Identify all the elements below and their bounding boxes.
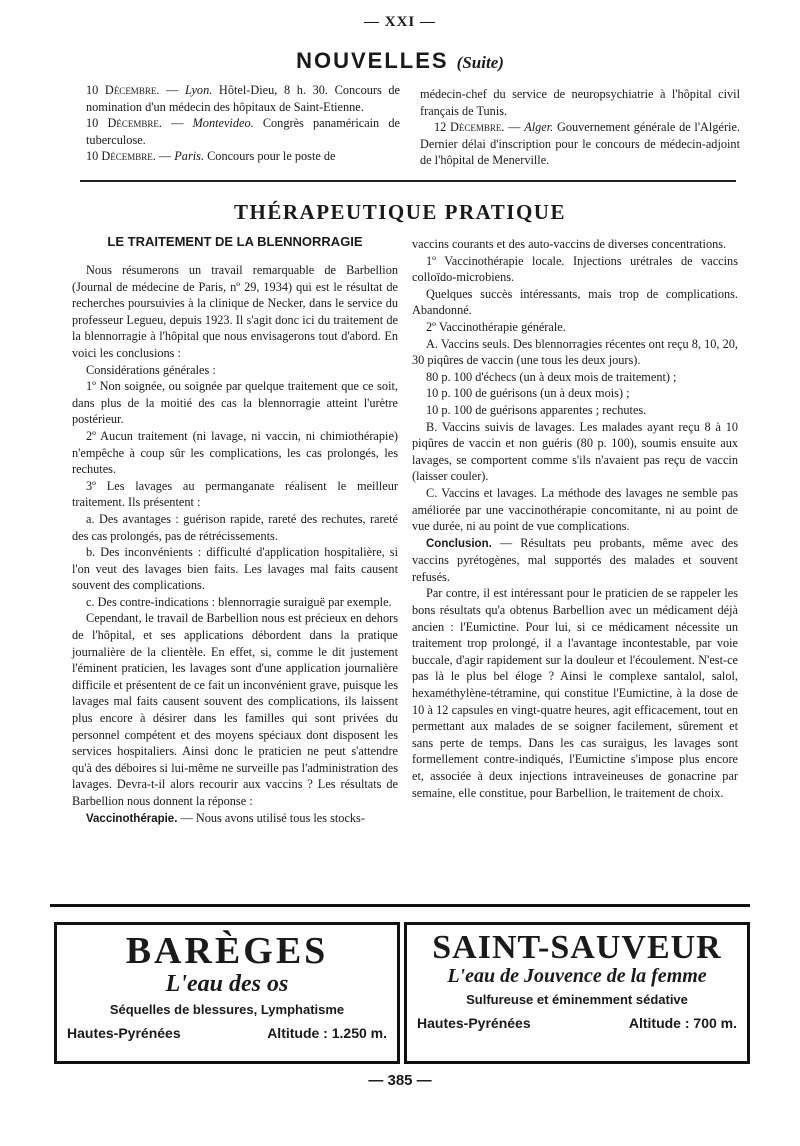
paragraph-lead: Vaccinothérapie. (86, 812, 178, 825)
item-date: 12 Décembre. (434, 120, 505, 135)
item-date: 10 Décembre. (86, 116, 162, 131)
ad-region: Hautes-Pyrénées (67, 1025, 181, 1041)
running-head: — XXI — (363, 14, 436, 30)
paragraph: 1º Vaccinothérapie locale. Injections urétrales de vaccins colloïdo-microbiens. (412, 253, 738, 285)
item-place: Alger. (524, 120, 554, 135)
paragraph: Quelques succès intéressants, mais trop de complications. Abandonné. (412, 286, 738, 318)
item-text: médecin-chef du service de neuropsychiatrie à l'hôpital civil français de Tunis. (420, 87, 740, 118)
article-left-column (72, 262, 398, 827)
paragraph: A. Vaccins seuls. Des blennorragies récentes ont reçu 8, 10, 20, 30 piqûres de vaccin (une tous les deux jours). (412, 336, 738, 368)
nouvelles-title (0, 48, 800, 74)
article-right-column (412, 236, 738, 801)
nouvelles-item: 10 Décembre. — Paris. Concours pour le poste de (86, 149, 336, 164)
paragraph: 2º Vaccinothérapie générale. (426, 319, 566, 334)
paragraph: Cependant, le travail de Barbellion nous est précieux en dehors de l'hôpital, et ses applications débordent dans la pratique journalière de la clientèle. En effet, si, comme le dit justement l'éminent praticien, les lavages sont d'une application journalière difficile et présentent de ce fait un inconvénient grave, puisque les lavages mal faits causent souvent des complications, ils laissent plus encore à désirer dans les familles qui sont privées du personnel compétent et des moyens spéciaux dont disposent les services hospitaliers. Ainsi donc le praticien ne peut s'attendre qu'à des déboires si lui-même ne surveille pas l'administration des lavages. Devra-t-il alors recourir aux vaccins ? Les résultats de Barbellion nous donnent la réponse : (72, 611, 398, 808)
item-text: Hôtel-Dieu, 8 h. 30. Concours de nomination d'un médecin des hôpitaux de Saint-Etienne. (86, 83, 400, 114)
ad-region: Hautes-Pyrénées (417, 1015, 531, 1031)
paragraph-lead: Conclusion. (426, 537, 492, 550)
paragraph-text: — Nous avons utilisé tous les stocks- (177, 810, 365, 825)
paragraph: 80 p. 100 d'échecs (un à deux mois de traitement) ; (426, 369, 677, 384)
ad-name: SAINT-SAUVEUR (432, 929, 722, 966)
item-text: Concours pour le poste de (204, 149, 336, 164)
nouvelles-item: 10 Décembre. — Montevideo. Congrès panaméricain de tuberculose. (86, 116, 400, 147)
paragraph: b. Des inconvénients : difficulté d'application hospitalière, si l'on veut des lavages bien faits. Les lavages mal faits causent souvent des complications. (72, 545, 398, 593)
ad-saint-sauveur (404, 922, 750, 1064)
nouvelles-item: 12 Décembre. — Alger. Gouvernement générale de l'Algérie. Dernier délai d'inscription pour le concours de médecin-adjoint de l'hôpital de Menerville. (420, 120, 740, 168)
section-title: THÉRAPEUTIQUE PRATIQUE (234, 200, 566, 224)
nouvelles-item (420, 86, 740, 119)
article-subtitle: LE TRAITEMENT DE LA BLENNORRAGIE (107, 234, 363, 249)
paragraph-text: — Résultats peu probants, même avec des vaccins pyrétogènes, mal supportés des malades et souvent refusés. (412, 535, 738, 584)
paragraph: 10 p. 100 de guérisons (un à deux mois) ; (426, 386, 630, 401)
section-divider (80, 180, 736, 182)
page-number: — 385 — (368, 1072, 432, 1089)
ad-footer (407, 1015, 747, 1031)
ad-bareges (54, 922, 400, 1064)
item-text: Gouvernement générale de l'Algérie. Dernier délai d'inscription pour le concours de médecin-adjoint de l'hôpital de Menerville. (420, 120, 740, 168)
item-date: 10 Décembre. (86, 149, 156, 164)
paragraph (72, 810, 398, 828)
ad-top-rule (50, 904, 750, 907)
ad-tagline: L'eau des os (165, 971, 289, 997)
nouvelles-right-column (420, 86, 740, 169)
paragraph: vaccins courants et des auto-vaccins de diverses concentrations. (412, 237, 727, 251)
paragraph: 10 p. 100 de guérisons apparentes ; rechutes. (426, 402, 647, 417)
ad-altitude: Altitude : 700 m. (628, 1015, 737, 1031)
ad-tagline: L'eau de Jouvence de la femme (447, 965, 707, 987)
paragraph: Par contre, il est intéressant pour le praticien de se rappeler les bons résultats qu'a obtenus Barbellion avec un médicament déjà ancien : l'Eumictine. Pour lui, si ce médicament nécessite un traitement trop prolongé, il a l'avantage incontestable, par voie buccale, d'agir rapidement sur la douleur et l'écoulement. N'est-ce pas là le plus bel éloge ? Ainsi le complexe santalol, salol, hexaméthylène-tétramine, qui constitue l'Eumictine, à la dose de 10 à 12 capsules en vingt-quatre heures, agit efficacement, tout en permettant aux malades de se soigner facilement, sûrement et sans perte de temps. Dans les cas suraigus, les lavages sont formellement contre-indiqués, l'Eumictine s'impose plus encore et, associée à deux injections intraveineuses de gonacrine par semaine, elle constitue, pour Barbellion, le traitement de choix. (412, 586, 738, 800)
paragraph: a. Des avantages : guérison rapide, rareté des rechutes, rareté des cas prolongés, pas de rétrécissements. (72, 511, 398, 543)
item-place: Paris. (174, 149, 205, 164)
nouvelles-title-text: NOUVELLES (296, 48, 449, 73)
ad-description: Sulfureuse et éminemment sédative (466, 992, 688, 1007)
ad-footer (57, 1025, 397, 1041)
paragraph: C. Vaccins et lavages. La méthode des lavages ne semble pas améliorée par une vaccinothérapie concomitante, ni au point de vue durée, ni au point de vue complications. (412, 485, 738, 534)
paragraph (412, 535, 738, 586)
item-date: 10 Décembre. (86, 83, 160, 97)
ad-altitude: Altitude : 1.250 m. (267, 1025, 387, 1041)
paragraph: Nous résumerons un travail remarquable de Barbellion (Journal de médecine de Paris, nº 29, 1934) qui est le résultat de recherches poursuivies à la clinique de Necker, dans le service du professeur Legueu, depuis 1923. Il s'agit donc ici du traitement de la blennorragie à l'hôpital que nous envisagerons tout d'abord. En voici les conclusions : (72, 263, 398, 360)
paragraph: c. Des contre-indications : blennorragie suraiguë par exemple. (86, 594, 392, 609)
paragraph: 2º Aucun traitement (ni lavage, ni vaccin, ni chimiothérapie) n'empêche à coup sûr les complications, les cas prolongés, les rechutes. (72, 428, 398, 477)
paragraph: 1º Non soignée, ou soignée par quelque traitement que ce soit, dans plus de la moitié des cas la blennorragie atteint l'urètre postérieur. (72, 379, 398, 427)
paragraph: B. Vaccins suivis de lavages. Les malades ayant reçu 8 à 10 piqûres de vaccin et non guéris (80 p. 100), soumis ensuite aux lavages, se comportent comme s'ils n'avaient pas reçu de vaccin (laisser couler). (412, 419, 738, 484)
paragraph: 3º Les lavages au permanganate réalisent le meilleur traitement. Ils présentent : (72, 478, 398, 510)
nouvelles-suite: (Suite) (456, 53, 504, 72)
item-place: Lyon. (184, 83, 213, 97)
nouvelles-item: 10 Décembre. — Lyon. Hôtel-Dieu, 8 h. 30. Concours de nomination d'un médecin des hôpitaux de Saint-Etienne. (86, 83, 400, 114)
ad-name: BARÈGES (125, 930, 329, 972)
ad-description: Séquelles de blessures, Lymphatisme (109, 1002, 345, 1017)
item-text: Congrès panaméricain de tuberculose. (86, 116, 400, 147)
nouvelles-left-column (86, 82, 400, 165)
item-place: Montevideo. (192, 116, 254, 131)
paragraph: Considérations générales : (86, 362, 216, 377)
